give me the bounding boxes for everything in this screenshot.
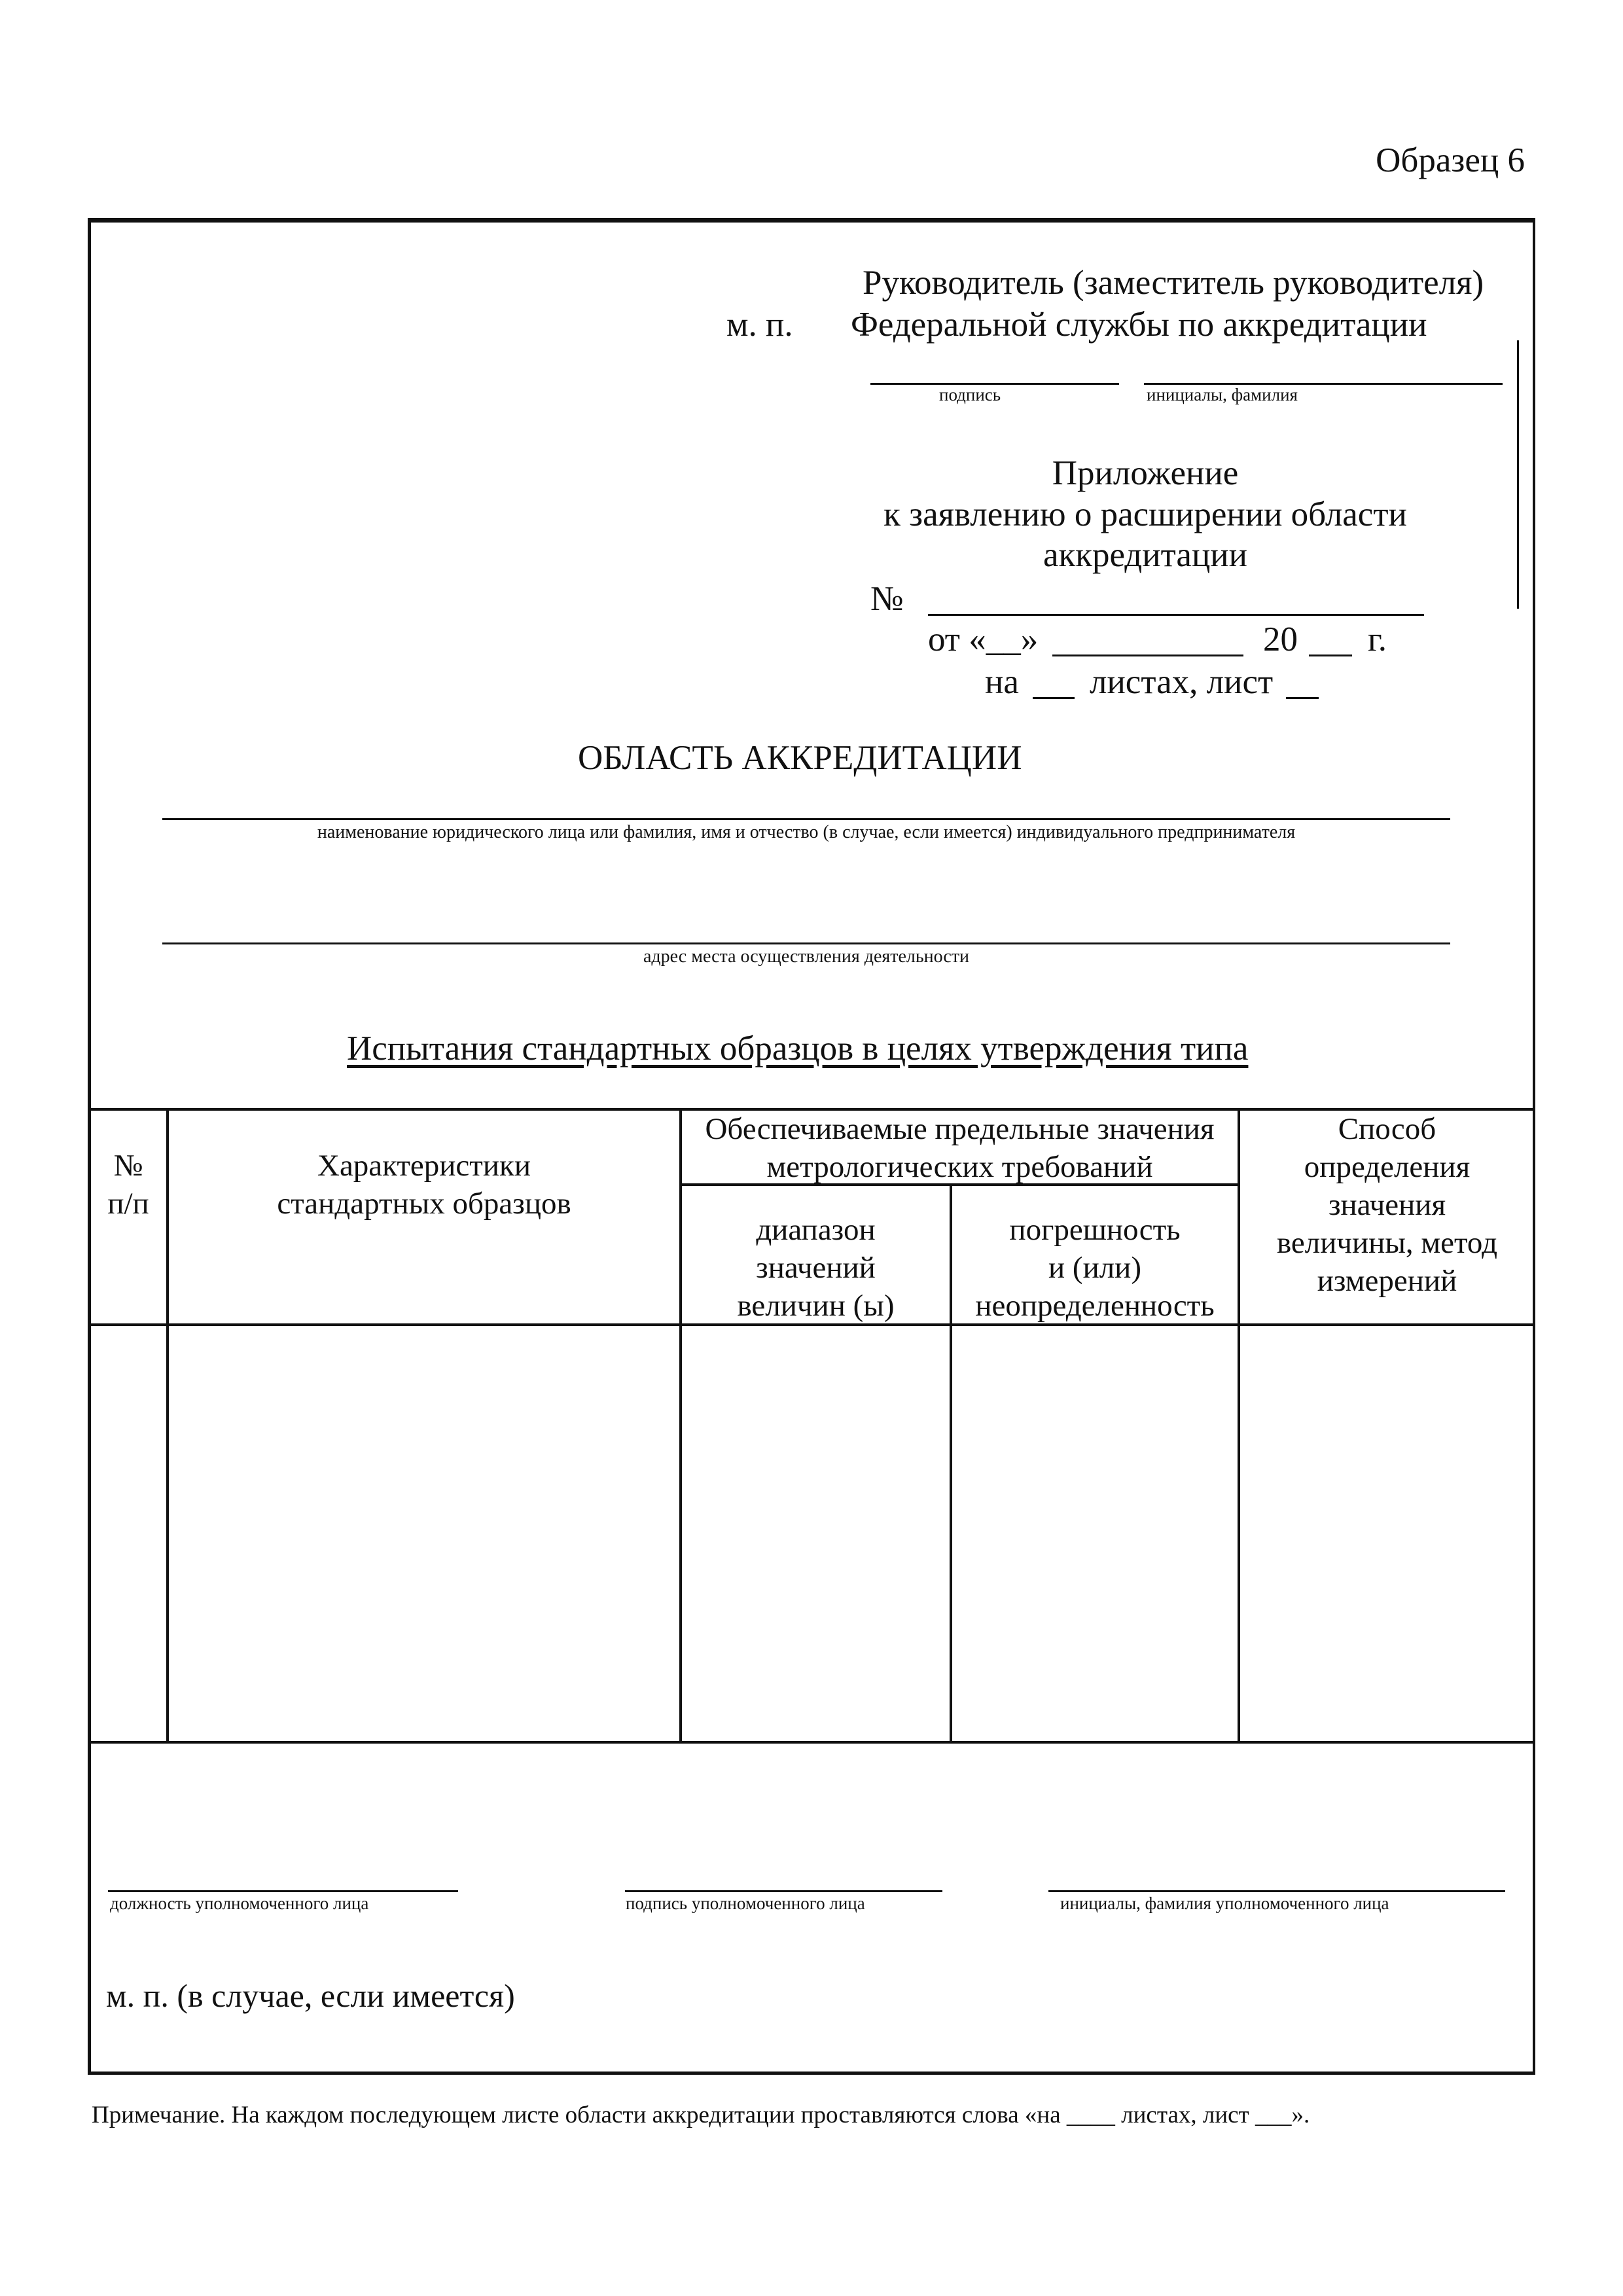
appendix-sheet-line [1286, 697, 1319, 699]
signature-caption: подпись [939, 385, 1001, 404]
col-range-line3: величин (ы) [737, 1289, 895, 1323]
appendix-number-prefix: № [870, 580, 904, 618]
col-divider-2 [679, 1108, 682, 1742]
stamp-note: м. п. (в случае, если имеется) [106, 1977, 515, 2014]
appendix-year-prefix: 20 [1263, 620, 1298, 658]
appendix-line3: аккредитации [1043, 536, 1248, 574]
col-range-line1: диапазон [756, 1213, 876, 1247]
stamp-mark: м. п. [726, 306, 793, 344]
col-method-line3: значения [1328, 1188, 1446, 1222]
appendix-date-line [1052, 655, 1243, 656]
col-error-line1: погрешность [1009, 1213, 1181, 1247]
col-error-line3: неопределенность [975, 1289, 1215, 1323]
col-char-line2: стандартных образцов [277, 1187, 571, 1221]
address-caption: адрес места осуществления деятельности [643, 946, 969, 967]
appendix-line2: к заявлению о расширении области [883, 495, 1407, 533]
col-error-line2: и (или) [1048, 1251, 1141, 1285]
entity-line [162, 818, 1450, 820]
frame-right-mark [1517, 340, 1519, 609]
appendix-year-line [1309, 655, 1352, 656]
col-method-line1: Способ [1338, 1112, 1436, 1146]
appendix-sheets-mid: листах, лист [1090, 663, 1274, 701]
head-title-line1: Руководитель (заместитель руководителя) [863, 264, 1484, 302]
footnote: Примечание. На каждом последующем листе области аккредитации проставляются слова «на ____ листах, лист ___». [92, 2102, 1310, 2128]
col-num-line1: № [113, 1149, 143, 1183]
col-method-line2: определения [1304, 1150, 1471, 1184]
col-range-header [682, 1211, 950, 1325]
signature-caption-footer: подпись уполномоченного лица [626, 1893, 865, 1913]
entity-caption: наименование юридического лица или фамилия, имя и отчество (в случае, если имеется) индивидуального предпринимателя [317, 822, 1296, 842]
page-title: ОБЛАСТЬ АККРЕДИТАЦИИ [578, 739, 1022, 777]
appendix-number-line [928, 614, 1424, 616]
col-method-header [1240, 1110, 1534, 1300]
col-char-line1: Характеристики [317, 1149, 531, 1183]
table-bottom-border [89, 1741, 1534, 1744]
appendix-line1: Приложение [1052, 454, 1239, 492]
address-line [162, 942, 1450, 944]
col-group-line2: метрологических требований [766, 1150, 1153, 1184]
appendix-sheets-prefix: на [985, 663, 1019, 701]
col-group-line1: Обеспечиваемые предельные значения [705, 1112, 1215, 1146]
col-num-header [89, 1147, 168, 1223]
name-line-footer [1048, 1890, 1505, 1892]
position-caption: должность уполномоченного лица [110, 1893, 369, 1913]
appendix-year-suffix: г. [1368, 620, 1387, 658]
col-error-header [952, 1211, 1238, 1325]
col-method-line4: величины, метод [1277, 1226, 1497, 1260]
col-char-header [169, 1147, 679, 1223]
name-caption-footer: инициалы, фамилия уполномоченного лица [1060, 1893, 1389, 1913]
position-line [108, 1890, 458, 1892]
name-caption: инициалы, фамилия [1147, 385, 1298, 404]
section-title: Испытания стандартных образцов в целях утверждения типа [347, 1030, 1249, 1067]
col-group-header [682, 1110, 1238, 1186]
sample-label: Образец 6 [1376, 141, 1525, 179]
appendix-date-from: от «__» [928, 620, 1039, 658]
signature-line-footer [625, 1890, 942, 1892]
col-num-line2: п/п [107, 1187, 149, 1221]
col-range-line2: значений [756, 1251, 876, 1285]
appendix-sheets-line [1033, 697, 1075, 699]
col-method-line5: измерений [1317, 1264, 1457, 1298]
head-title-line2: Федеральной службы по аккредитации [851, 306, 1427, 344]
